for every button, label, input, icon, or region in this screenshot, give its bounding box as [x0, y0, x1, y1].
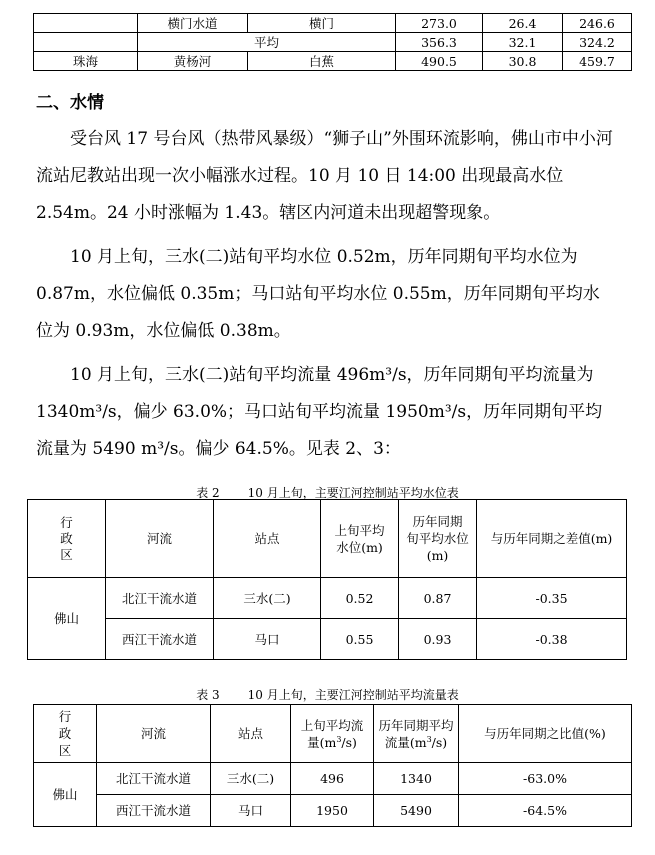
station-cell: 白蕉: [248, 52, 396, 71]
table-row: [34, 795, 632, 827]
river-cell: 北江干流水道: [106, 578, 214, 619]
header-hist-flow: [374, 705, 459, 763]
value-cell: 273.0: [396, 14, 483, 33]
table-row: [34, 14, 632, 33]
unit-superscript: 3: [336, 734, 342, 744]
water-level-table-continued: [33, 13, 632, 71]
header-row: [28, 500, 627, 578]
table-caption: [0, 686, 655, 703]
header-station: 站点: [211, 705, 291, 763]
header-region: 行 政 区: [34, 705, 97, 763]
value-cell: 0.52: [321, 578, 399, 619]
table-number: 表 2: [196, 486, 220, 500]
value-cell: 0.87: [399, 578, 477, 619]
header-avg-level: 上旬平均 水位(m): [321, 500, 399, 578]
table-title: 10 月上旬，主要江河控制站平均流量表: [247, 688, 459, 702]
value-cell: 246.6: [563, 14, 632, 33]
unit-text: 流量(m: [384, 734, 427, 750]
value-cell: -0.35: [477, 578, 627, 619]
table-row: [28, 619, 627, 660]
value-cell: 5490: [374, 795, 459, 827]
unit-tail: /s): [341, 734, 357, 750]
station-cell: 马口: [214, 619, 321, 660]
value-cell: -63.0%: [459, 763, 632, 795]
station-cell: 马口: [211, 795, 291, 827]
paragraph: 受台风 17 号台风（热带风暴级）“狮子山”外围环流影响，佛山市中小河流站尼教站出现一次小幅涨水过程。10 月 10 日 14:00 出现最高水位 2.54m。24 小时涨幅为 1.43。辖区内河道未出现超警现象。: [36, 129, 613, 223]
average-label: 平均: [138, 33, 396, 52]
value-cell: 1340: [374, 763, 459, 795]
header-avg-flow-line2: [291, 734, 373, 751]
table-row: [34, 52, 632, 71]
value-cell: 30.8: [483, 52, 563, 71]
region-cell: 珠海: [34, 52, 138, 71]
river-cell: 黄杨河: [138, 52, 248, 71]
header-avg-flow-line1: 上旬平均流: [300, 717, 364, 733]
table-title: 10 月上旬，主要江河控制站平均水位表: [247, 486, 459, 500]
value-cell: 490.5: [396, 52, 483, 71]
header-river: 河流: [106, 500, 214, 578]
river-cell: 北江干流水道: [97, 763, 211, 795]
region-cell: [34, 33, 138, 52]
value-cell: 32.1: [483, 33, 563, 52]
river-cell: 西江干流水道: [106, 619, 214, 660]
value-cell: 459.7: [563, 52, 632, 71]
station-cell: 三水(二): [211, 763, 291, 795]
unit-superscript: 3: [426, 734, 432, 744]
header-avg-flow: [291, 705, 374, 763]
region-cell: [34, 14, 138, 33]
header-region: 行 政 区: [28, 500, 106, 578]
header-hist-level: 历年同期 旬平均水位 (m): [399, 500, 477, 578]
header-row: [34, 705, 632, 763]
value-cell: 26.4: [483, 14, 563, 33]
header-station: 站点: [214, 500, 321, 578]
section-heading: 二、水情: [36, 93, 104, 113]
header-diff: 与历年同期之差值(m): [477, 500, 627, 578]
station-cell: 横门: [248, 14, 396, 33]
value-cell: 0.55: [321, 619, 399, 660]
region-cell: 佛山: [28, 578, 106, 660]
header-hist-flow-line1: 历年同期平均: [378, 717, 454, 733]
value-cell: -64.5%: [459, 795, 632, 827]
header-river: 河流: [97, 705, 211, 763]
table-number: 表 3: [196, 688, 220, 702]
table-row: [28, 578, 627, 619]
river-cell: 横门水道: [138, 14, 248, 33]
river-cell: 西江干流水道: [97, 795, 211, 827]
region-cell: 佛山: [34, 763, 97, 827]
value-cell: 356.3: [396, 33, 483, 52]
unit-tail: /s): [431, 734, 448, 750]
unit-text: 量(m: [307, 734, 337, 750]
station-cell: 三水(二): [214, 578, 321, 619]
flow-rate-table: [33, 704, 632, 827]
value-cell: 1950: [291, 795, 374, 827]
value-cell: -0.38: [477, 619, 627, 660]
value-cell: 496: [291, 763, 374, 795]
header-hist-flow-line2: [374, 734, 458, 751]
table-row: [34, 33, 632, 52]
header-ratio: 与历年同期之比值(%): [459, 705, 632, 763]
paragraph: 10 月上旬，三水(二)站旬平均水位 0.52m，历年同期旬平均水位为 0.87m，水位偏低 0.35m；马口站旬平均水位 0.55m，历年同期旬平均水位为 0.93m，水位偏低 0.38m。: [36, 247, 600, 341]
paragraph: 10 月上旬，三水(二)站旬平均流量 496m³/s，历年同期旬平均流量为 1340m³/s，偏少 63.0%；马口站旬平均流量 1950m³/s，历年同期旬平均流量为 5490 m³/s。偏少 64.5%。见表 2、3：: [36, 365, 603, 459]
value-cell: 324.2: [563, 33, 632, 52]
value-cell: 0.93: [399, 619, 477, 660]
table-row: [34, 763, 632, 795]
water-level-table: [27, 499, 627, 660]
